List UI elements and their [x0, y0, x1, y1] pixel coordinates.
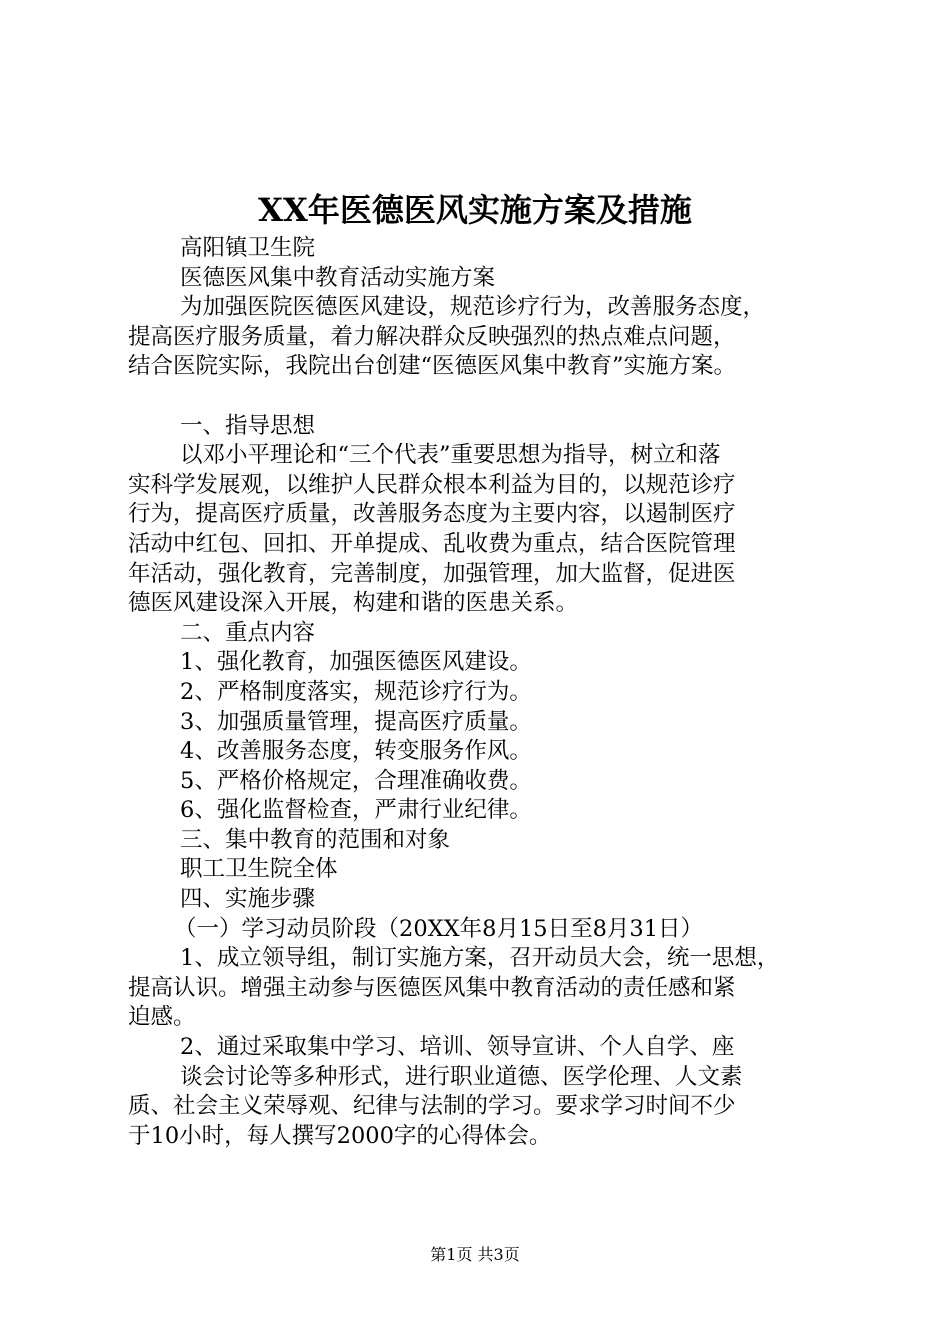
- paragraph-line: 结合医院实际，我院出台创建“医德医风集中教育”实施方案。: [128, 353, 737, 380]
- list-item: 5、严格价格规定，合理准确收费。: [180, 767, 532, 794]
- section-heading: 一、指导思想: [180, 412, 316, 439]
- organization-name: 高阳镇卫生院: [180, 235, 316, 261]
- section-heading: 四、实施步骤: [180, 886, 316, 913]
- paragraph-line: 德医风建设深入开展，构建和谐的医患关系。: [128, 590, 579, 617]
- subsection-heading: （一）学习动员阶段（20XX年8月15日至8月31日）: [174, 915, 704, 942]
- paragraph-line: 职工卫生院全体: [180, 856, 338, 883]
- document-title: XX年医德医风实施方案及措施: [258, 191, 692, 229]
- document-body: [128, 234, 848, 1151]
- list-item: 6、强化监督检查，严肃行业纪律。: [180, 797, 532, 824]
- paragraph-line: 谈会讨论等多种形式，进行职业道德、医学伦理、人文素: [180, 1063, 743, 1090]
- paragraph-line: 2、通过采取集中学习、培训、领导宣讲、个人自学、座: [180, 1034, 735, 1061]
- list-item: 1、强化教育，加强医德医风建设。: [180, 649, 532, 676]
- section-heading: 三、集中教育的范围和对象: [180, 826, 451, 853]
- page-number-footer: 第1页 共3页: [430, 1245, 520, 1264]
- paragraph-line: 提高医疗服务质量，着力解决群众反映强烈的热点难点问题，: [128, 323, 736, 350]
- section-heading: 二、重点内容: [180, 619, 316, 646]
- paragraph-line: 年活动，强化教育，完善制度，加强管理，加大监督，促进医: [128, 560, 736, 587]
- paragraph-line: 行为，提高医疗质量，改善服务态度为主要内容，以遏制医疗: [128, 501, 736, 528]
- paragraph-line: 1、成立领导组，制订实施方案，召开动员大会，统一思想，: [180, 945, 780, 972]
- paragraph-line: 实科学发展观，以维护人民群众根本利益为目的，以规范诊疗: [128, 471, 736, 498]
- list-item: 4、改善服务态度，转变服务作风。: [180, 738, 532, 765]
- paragraph-line: 活动中红包、回扣、开单提成、乱收费为重点，结合医院管理: [128, 530, 736, 557]
- paragraph-line: 于10小时，每人撰写2000字的心得体会。: [128, 1122, 552, 1149]
- paragraph-line: 为加强医院医德医风建设，规范诊疗行为，改善服务态度，: [180, 294, 766, 321]
- list-item: 2、严格制度落实，规范诊疗行为。: [180, 678, 532, 705]
- paragraph-line: 迫感。: [128, 1004, 196, 1031]
- paragraph-line: 提高认识。增强主动参与医德医风集中教育活动的责任感和紧: [128, 974, 736, 1001]
- paragraph-gap: [128, 382, 848, 412]
- plan-subtitle: 医德医风集中教育活动实施方案: [180, 264, 496, 291]
- list-item: 3、加强质量管理，提高医疗质量。: [180, 708, 532, 735]
- paragraph-line: 质、社会主义荣辱观、纪律与法制的学习。要求学习时间不少: [128, 1093, 736, 1120]
- paragraph-line: 以邓小平理论和“三个代表”重要思想为指导，树立和落: [180, 442, 721, 469]
